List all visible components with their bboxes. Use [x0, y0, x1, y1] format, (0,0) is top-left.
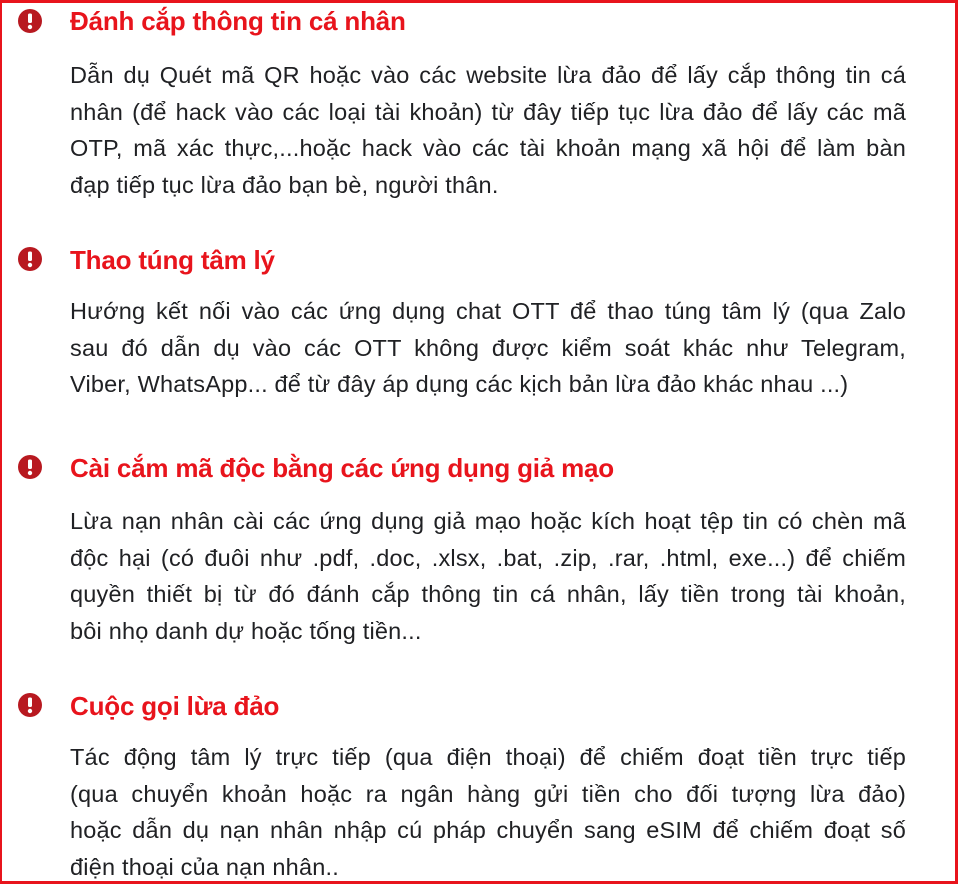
- body-line: OTP, mã xác thực,...hoặc hack vào các tài khoản mạng xã hội để làm bàn: [70, 135, 906, 161]
- body-line: quyền thiết bị từ đó đánh cắp thông tin cá nhân, lấy tiền trong tài khoản,: [70, 581, 906, 607]
- body-line: Hướng kết nối vào các ứng dụng chat OTT để thao túng tâm lý (qua Zalo: [70, 298, 906, 324]
- exclamation-circle-icon: [17, 246, 43, 272]
- body-line: (qua chuyển khoản hoặc ra ngân hàng gửi tiền cho đối tượng lừa đảo): [70, 780, 906, 807]
- body-line: độc hại (có đuôi như .pdf, .doc, .xlsx, .bat, .zip, .rar, .html, exe...) để chiếm: [70, 544, 906, 571]
- section-body: [70, 57, 906, 203]
- body-line: Lừa nạn nhân cài các ứng dụng giả mạo hoặc kích hoạt tệp tin có chèn mã: [70, 508, 906, 534]
- body-line: Tác động tâm lý trực tiếp (qua điện thoại) để chiếm đoạt tiền trực tiếp: [70, 744, 906, 770]
- body-line: Viber, WhatsApp... để từ đây áp dụng các kịch bản lừa đảo khác nhau ...): [70, 371, 849, 397]
- body-line: điện thoại của nạn nhân..: [70, 853, 339, 880]
- body-line: sau đó dẫn dụ vào các OTT không được kiểm soát khác như Telegram,: [70, 334, 906, 361]
- body-line: Dẫn dụ Quét mã QR hoặc vào các website lừa đảo để lấy cắp thông tin cá: [70, 62, 906, 88]
- body-line: đạp tiếp tục lừa đảo bạn bè, người thân.: [70, 171, 499, 198]
- body-line: bôi nhọ danh dự hoặc tống tiền...: [70, 617, 422, 644]
- section-title: Cuộc gọi lừa đảo: [70, 691, 280, 721]
- section-body: [70, 503, 906, 649]
- section-body: [70, 739, 906, 884]
- exclamation-circle-icon: [17, 8, 43, 34]
- section-title: Thao túng tâm lý: [70, 245, 275, 275]
- section-body: [70, 293, 906, 403]
- section-title: Cài cắm mã độc bằng các ứng dụng giả mạo: [70, 453, 614, 483]
- body-line: hoặc dẫn dụ nạn nhân nhập cú pháp chuyển sang eSIM để chiếm đoạt số: [70, 817, 906, 843]
- exclamation-circle-icon: [17, 454, 43, 480]
- section-title: Đánh cắp thông tin cá nhân: [70, 6, 406, 36]
- exclamation-circle-icon: [17, 692, 43, 718]
- body-line: nhân (để hack vào các loại tài khoản) từ đây tiếp tục lừa đảo để lấy các mã: [70, 98, 906, 125]
